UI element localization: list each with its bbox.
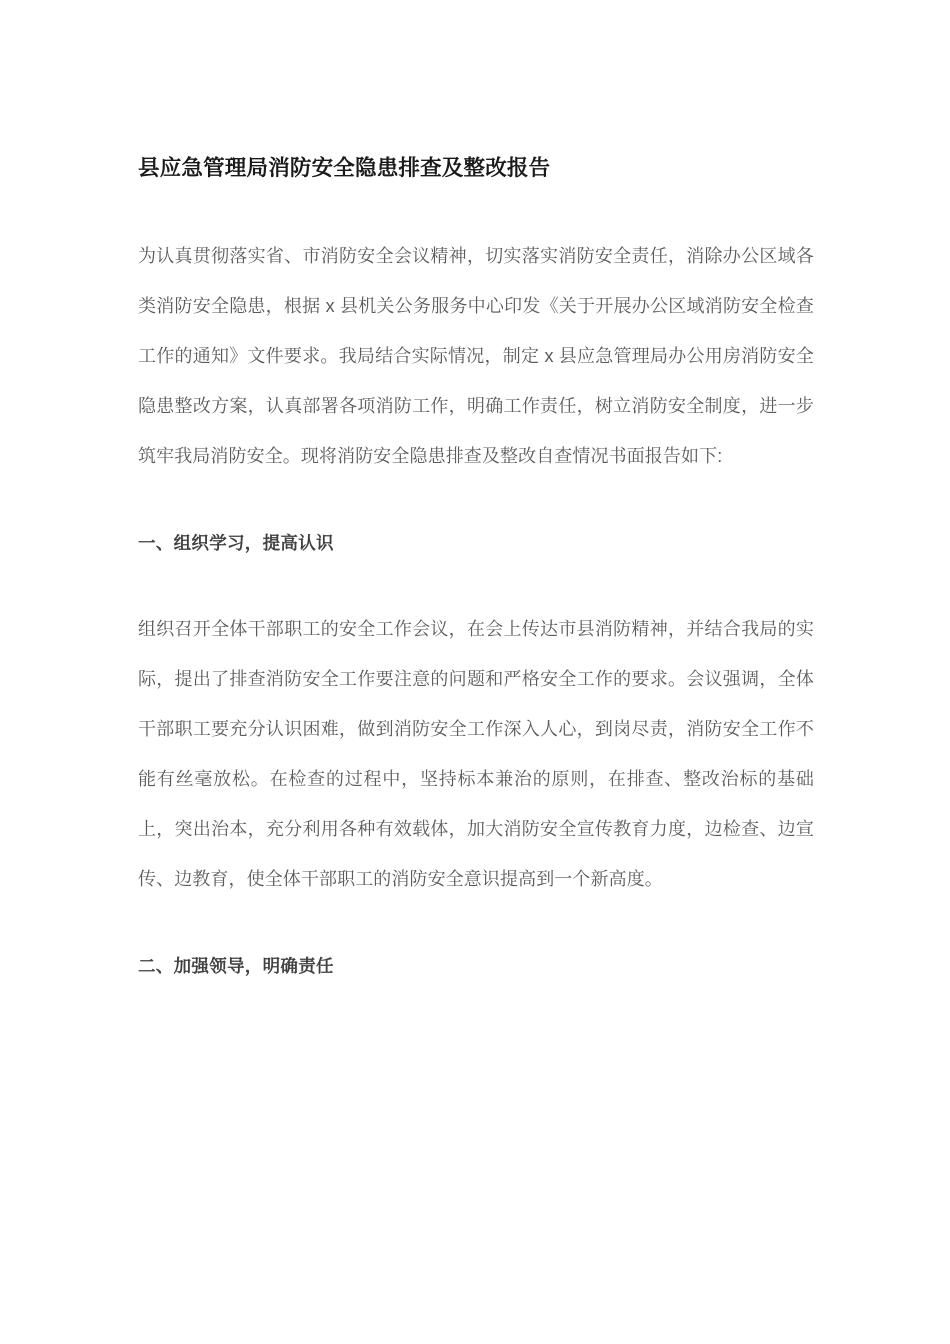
spacer-intro-heading-one [138,481,814,528]
document-content-column [138,0,814,981]
body-paragraph-section-one: 组织召开全体干部职工的安全工作会议，在会上传达市县消防精神，并结合我局的实际，提出了排查消防安全工作要注意的问题和严格安全工作的要求。会议强调，全体干部职工要充分认识困难，做到消防安全工作深入人心，到岗尽责，消防安全工作不能有丝毫放松。在检查的过程中，坚持标本兼治的原则，在排查、整改治标的基础上，突出治本，充分利用各种有效载体，加大消防安全宣传教育力度，边检查、边宣传、边教育，使全体干部职工的消防安全意识提高到一个新高度。 [138,619,814,889]
section-heading-two: 二、加强领导，明确责任 [138,956,334,976]
body-paragraph-intro: 为认真贯彻落实省、市消防安全会议精神，切实落实消防安全责任，消除办公区域各类消防安全隐患，根据 x 县机关公务服务中心印发《关于开展办公区域消防安全检查工作的通知》文件要求。我局结合实际情况，制定 x 县应急管理局办公用房消防安全隐患整改方案，认真部署各项消防工作，明确工作责任，树立消防安全制度，进一步筑牢我局消防安全。现将消防安全隐患排查及整改自查情况书面报告如下: [138,246,814,466]
page-title: 县应急管理局消防安全隐患排查及整改报告 [138,156,551,180]
section-heading-one: 一、组织学习，提高认识 [138,533,334,553]
spacer-heading-one-body [138,558,814,604]
spacer-body-heading-two [138,904,814,951]
spacer-title-body [138,185,814,231]
